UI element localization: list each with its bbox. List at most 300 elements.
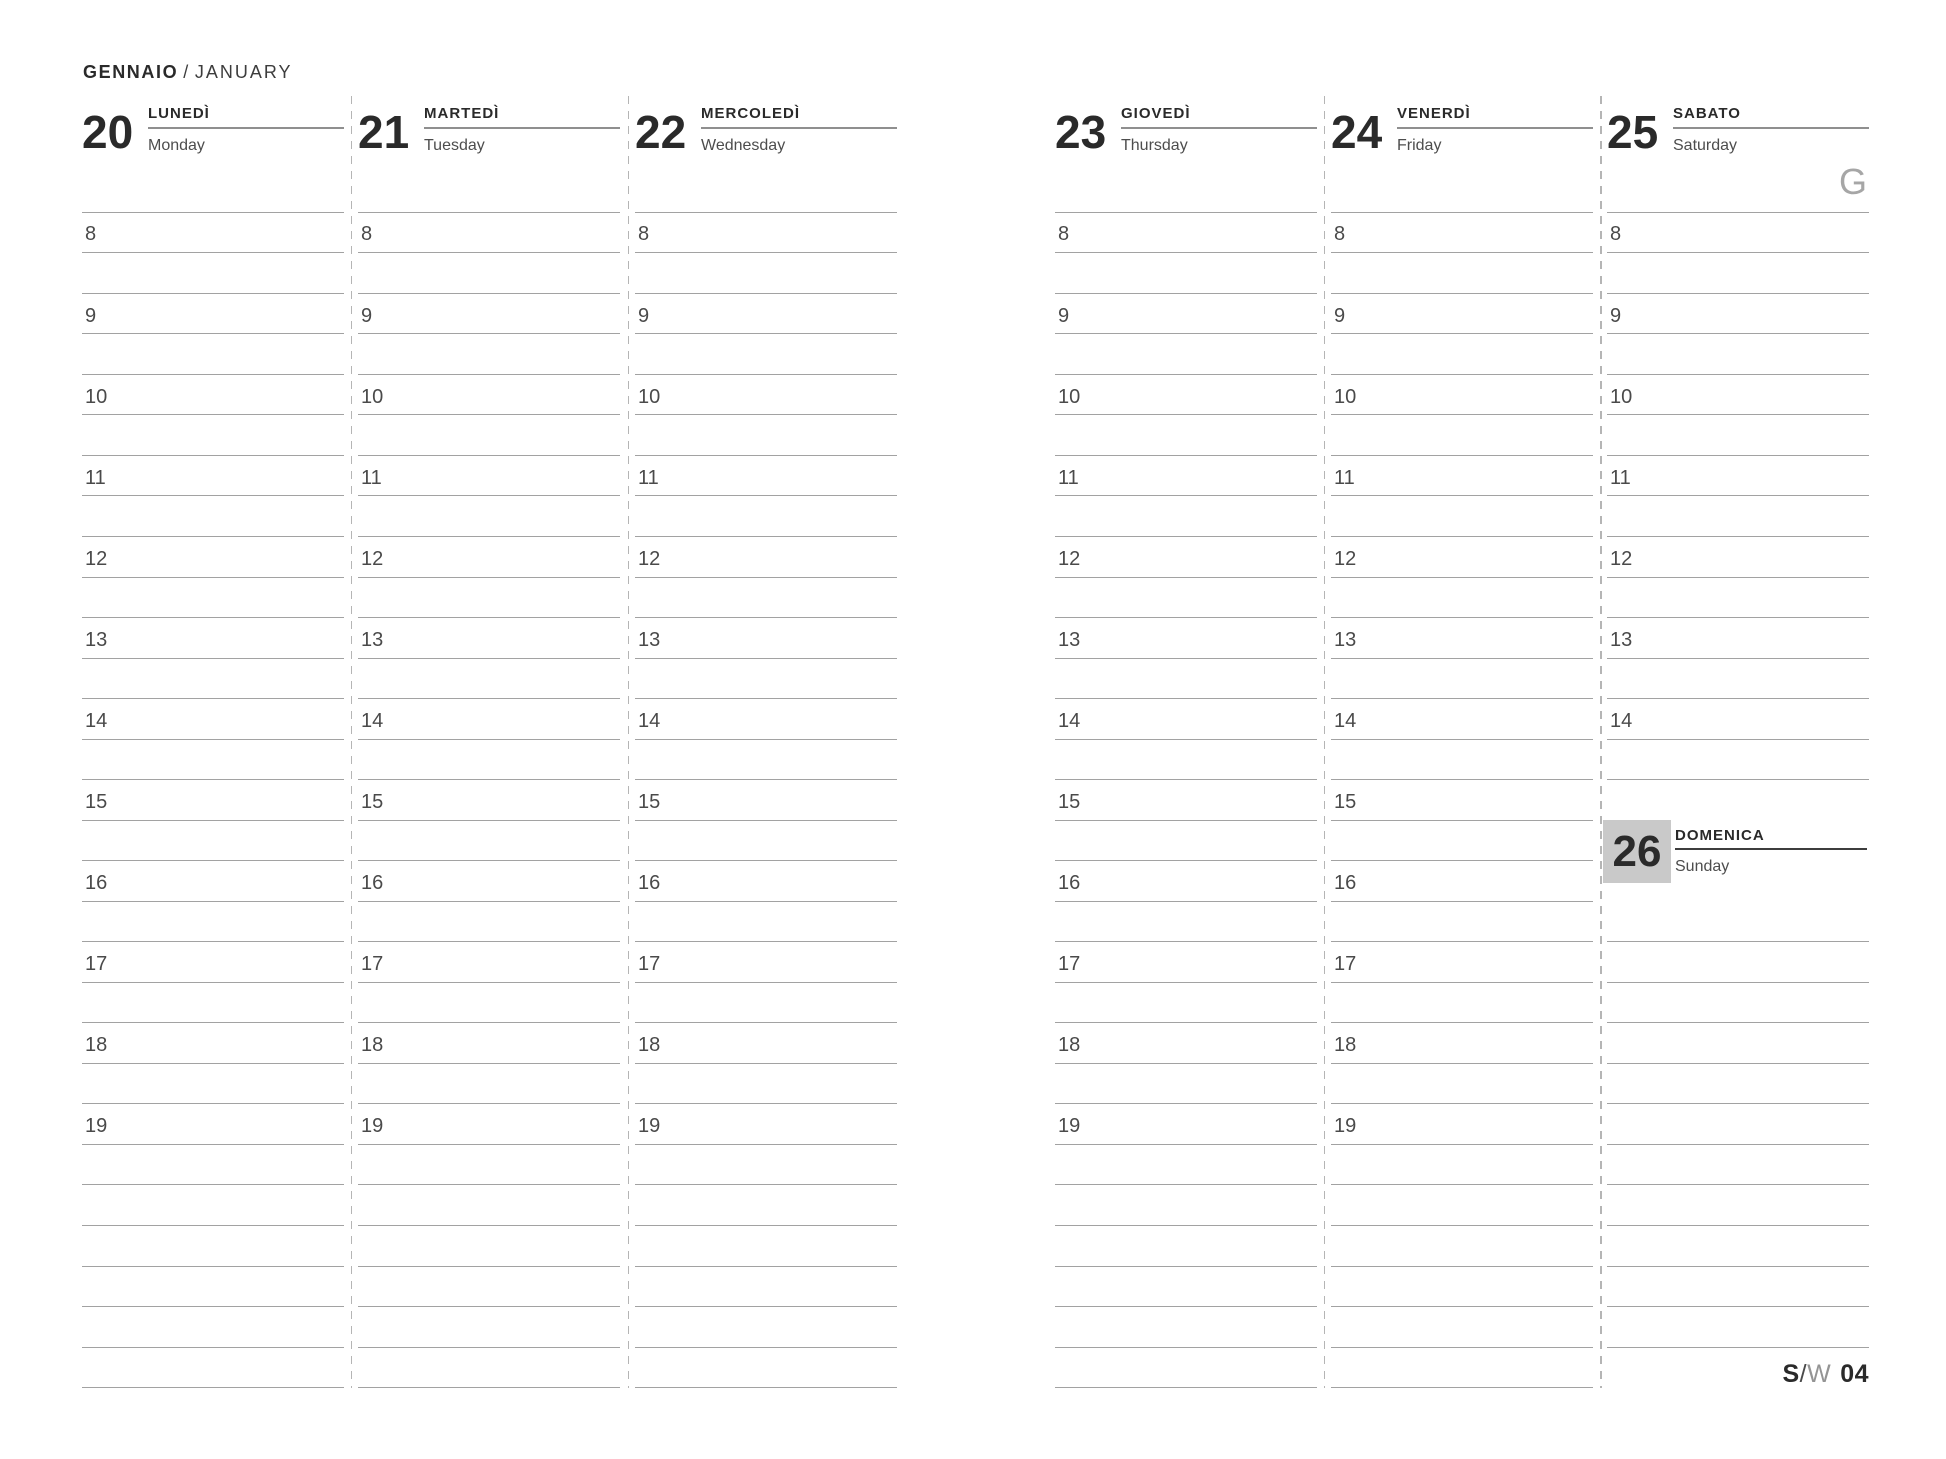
hour-grid-line [82, 252, 344, 253]
hour-label: 17 [638, 952, 661, 975]
hour-label: 8 [1610, 223, 1622, 246]
week-separator: / [1799, 1360, 1808, 1388]
hour-grid-line [82, 1063, 344, 1064]
month-name-english: JANUARY [194, 62, 293, 82]
hour-label: 16 [638, 871, 661, 894]
hour-grid-line [1607, 1225, 1869, 1226]
hour-grid-line [358, 1306, 620, 1307]
hour-grid-line [1331, 941, 1593, 942]
hour-grid-line [1331, 860, 1593, 861]
sunday-header-underline [1675, 848, 1867, 850]
hour-grid-line [358, 1103, 620, 1104]
hour-grid-line [1055, 698, 1317, 699]
hour-grid-line [1331, 1225, 1593, 1226]
day-name-english: Friday [1397, 137, 1442, 154]
hour-grid-line [635, 658, 897, 659]
hour-grid-line [358, 293, 620, 294]
hour-label: 8 [1058, 223, 1070, 246]
hour-label: 8 [85, 223, 97, 246]
hour-grid-line [1331, 617, 1593, 618]
hour-grid-line [1055, 577, 1317, 578]
hour-grid-line [1607, 374, 1869, 375]
day-column-saturday [1607, 0, 1869, 1395]
sunday-name-block [1675, 828, 1867, 875]
hour-grid-line [635, 1103, 897, 1104]
hour-grid-line [1607, 252, 1869, 253]
hour-grid-line [1607, 455, 1869, 456]
hour-grid-line [1607, 414, 1869, 415]
hour-grid-line [635, 1022, 897, 1023]
hour-grid-line [1607, 1103, 1869, 1104]
day-name-local: GIOVEDÌ [1121, 105, 1191, 122]
hour-grid-line [1055, 617, 1317, 618]
hour-grid-line [1055, 901, 1317, 902]
hour-grid-line [358, 1184, 620, 1185]
hour-grid-line [1055, 860, 1317, 861]
hour-grid-line [1331, 1063, 1593, 1064]
hour-label: 10 [1058, 385, 1081, 408]
day-number: 23 [1055, 106, 1107, 158]
hour-grid-line [358, 455, 620, 456]
hour-grid-line [1607, 1144, 1869, 1145]
day-number: 21 [358, 106, 410, 158]
hour-grid-line [1331, 333, 1593, 334]
week-number: 04 [1840, 1360, 1869, 1388]
hour-grid-line [1055, 1387, 1317, 1388]
day-name-block [424, 106, 620, 154]
hour-grid-line [82, 212, 344, 213]
hour-grid-line [82, 577, 344, 578]
hour-grid-line [1055, 495, 1317, 496]
hour-label: 15 [1058, 790, 1081, 813]
hour-label: 14 [85, 709, 108, 732]
day-header-underline [1397, 127, 1593, 129]
hour-grid-line [82, 820, 344, 821]
hour-label: 13 [1334, 628, 1357, 651]
day-number: 20 [82, 106, 134, 158]
hour-label: 16 [1058, 871, 1081, 894]
hour-grid-line [635, 293, 897, 294]
hour-label: 19 [638, 1115, 661, 1138]
day-header [635, 105, 897, 158]
hour-label: 19 [85, 1115, 108, 1138]
hour-grid-line [1607, 1063, 1869, 1064]
hour-grid-line [82, 1387, 344, 1388]
hour-grid-line [82, 1103, 344, 1104]
column-separator [1600, 96, 1602, 1388]
hour-grid-line [82, 860, 344, 861]
hour-grid-line [1607, 617, 1869, 618]
hour-grid-line [82, 536, 344, 537]
hour-label: 14 [1058, 709, 1081, 732]
day-header [82, 105, 344, 158]
hour-grid-line [1055, 455, 1317, 456]
hour-grid-line [1055, 1266, 1317, 1267]
hour-grid-line [1055, 941, 1317, 942]
hour-label: 12 [638, 547, 661, 570]
hour-label: 14 [1610, 709, 1633, 732]
hour-grid-line [635, 1306, 897, 1307]
hour-grid-line [1607, 982, 1869, 983]
hour-grid-line [1607, 293, 1869, 294]
hour-grid-line [1607, 658, 1869, 659]
hour-label: 19 [1334, 1115, 1357, 1138]
hour-grid-line [1331, 1266, 1593, 1267]
column-separator [351, 96, 353, 1388]
hour-label: 10 [638, 385, 661, 408]
hour-label: 9 [1334, 304, 1346, 327]
hour-label: 12 [361, 547, 384, 570]
hour-label: 15 [638, 790, 661, 813]
day-name-block [148, 106, 344, 154]
hour-grid-line [1331, 414, 1593, 415]
hour-label: 10 [85, 385, 108, 408]
hour-grid-line [358, 1347, 620, 1348]
hour-grid-line [1055, 820, 1317, 821]
day-name-block [701, 106, 897, 154]
day-column-monday [82, 0, 344, 1395]
hour-grid-line [358, 1225, 620, 1226]
hour-label: 13 [1058, 628, 1081, 651]
day-name-local: SABATO [1673, 105, 1741, 122]
hour-label: 19 [361, 1115, 384, 1138]
hour-label: 14 [638, 709, 661, 732]
hour-grid-line [1055, 658, 1317, 659]
hour-grid-line [1055, 1347, 1317, 1348]
hour-label: 10 [361, 385, 384, 408]
day-name-english: Saturday [1673, 137, 1738, 154]
hour-grid-line [82, 1022, 344, 1023]
hour-label: 17 [361, 952, 384, 975]
hour-grid-line [358, 333, 620, 334]
hour-grid-line [1331, 455, 1593, 456]
day-header-underline [701, 127, 897, 129]
day-name-local: LUNEDÌ [148, 105, 210, 122]
hour-label: 9 [638, 304, 650, 327]
hour-grid-line [1331, 1144, 1593, 1145]
hour-grid-line [1055, 252, 1317, 253]
hour-grid-line [1331, 901, 1593, 902]
day-header-underline [424, 127, 620, 129]
hour-grid-line [1055, 1306, 1317, 1307]
hour-grid-line [635, 1144, 897, 1145]
hour-grid-line [1055, 739, 1317, 740]
hour-grid-line [358, 374, 620, 375]
day-header [1055, 105, 1317, 158]
hour-label: 10 [1334, 385, 1357, 408]
hour-grid-line [358, 658, 620, 659]
hour-grid-line [82, 1306, 344, 1307]
hour-grid-line [635, 1266, 897, 1267]
hour-label: 11 [1334, 466, 1355, 489]
hour-grid-line [1607, 495, 1869, 496]
hour-label: 16 [85, 871, 108, 894]
hour-grid-line [1331, 739, 1593, 740]
hour-grid-line [635, 982, 897, 983]
sunday-day-number-box [1603, 820, 1671, 883]
hour-label: 14 [361, 709, 384, 732]
hour-grid-line [1331, 1387, 1593, 1388]
hour-grid-line [358, 698, 620, 699]
hour-grid-line [635, 536, 897, 537]
hour-grid-line [1055, 1063, 1317, 1064]
hour-label: 11 [361, 466, 382, 489]
hour-grid-line [82, 658, 344, 659]
hour-grid-line [635, 455, 897, 456]
hour-grid-line [1055, 374, 1317, 375]
hour-grid-line [358, 739, 620, 740]
hour-grid-line [1607, 941, 1869, 942]
hour-grid-line [1607, 779, 1869, 780]
day-column-thursday [1055, 0, 1317, 1395]
hour-label: 9 [85, 304, 97, 327]
day-header [358, 105, 620, 158]
hour-grid-line [1055, 1184, 1317, 1185]
hour-grid-line [1055, 779, 1317, 780]
hour-grid-line [1607, 1347, 1869, 1348]
hour-label: 17 [85, 952, 108, 975]
hour-grid-line [82, 982, 344, 983]
hour-grid-line [635, 860, 897, 861]
hour-label: 15 [85, 790, 108, 813]
hour-grid-line [82, 293, 344, 294]
hour-grid-line [635, 577, 897, 578]
hour-grid-line [1055, 1225, 1317, 1226]
hour-label: 19 [1058, 1115, 1081, 1138]
hour-grid-line [635, 212, 897, 213]
day-number: 25 [1607, 106, 1659, 158]
hour-label: 15 [361, 790, 384, 813]
hour-grid-line [1331, 698, 1593, 699]
hour-grid-line [358, 1387, 620, 1388]
hour-label: 14 [1334, 709, 1357, 732]
hour-grid-line [1055, 293, 1317, 294]
hour-grid-line [1607, 1266, 1869, 1267]
hour-grid-line [82, 1144, 344, 1145]
day-column-friday [1331, 0, 1593, 1395]
hour-grid-line [1607, 536, 1869, 537]
hour-grid-line [635, 414, 897, 415]
hour-grid-line [358, 860, 620, 861]
hour-grid-line [635, 252, 897, 253]
hour-grid-line [358, 1266, 620, 1267]
sunday-name-local: DOMENICA [1675, 827, 1765, 844]
hour-grid-line [82, 1225, 344, 1226]
hour-grid-line [1331, 1184, 1593, 1185]
hour-grid-line [82, 1184, 344, 1185]
hour-grid-line [1331, 293, 1593, 294]
day-name-block [1673, 106, 1869, 154]
hour-grid-line [1331, 779, 1593, 780]
hour-grid-line [358, 212, 620, 213]
day-header [1331, 105, 1593, 158]
hour-label: 12 [1334, 547, 1357, 570]
hour-label: 9 [1058, 304, 1070, 327]
day-header-underline [1121, 127, 1317, 129]
hour-grid-line [82, 901, 344, 902]
hour-grid-line [1331, 1022, 1593, 1023]
hour-grid-line [358, 577, 620, 578]
hour-grid-line [1607, 1022, 1869, 1023]
hour-grid-line [358, 901, 620, 902]
day-name-local: MERCOLEDÌ [701, 105, 800, 122]
day-column-wednesday [635, 0, 897, 1395]
hour-grid-line [82, 374, 344, 375]
hour-label: 8 [1334, 223, 1346, 246]
hour-label: 13 [85, 628, 108, 651]
hour-grid-line [358, 779, 620, 780]
hour-label: 9 [1610, 304, 1622, 327]
hour-grid-line [82, 779, 344, 780]
hour-grid-line [635, 779, 897, 780]
hour-label: 12 [85, 547, 108, 570]
hour-label: 11 [638, 466, 659, 489]
hour-grid-line [1607, 333, 1869, 334]
hour-label: 12 [1058, 547, 1081, 570]
hour-grid-line [1331, 1347, 1593, 1348]
hour-grid-line [1607, 698, 1869, 699]
hour-grid-line [635, 617, 897, 618]
hour-label: 13 [1610, 628, 1633, 651]
hour-grid-line [1055, 1144, 1317, 1145]
hour-grid-line [1055, 1103, 1317, 1104]
hour-grid-line [1607, 1184, 1869, 1185]
hour-grid-line [1331, 495, 1593, 496]
hour-label: 9 [361, 304, 373, 327]
column-separator [628, 96, 630, 1388]
hour-grid-line [635, 1387, 897, 1388]
hour-grid-line [82, 941, 344, 942]
hour-label: 18 [638, 1034, 661, 1057]
hour-grid-line [1055, 982, 1317, 983]
hour-grid-line [82, 455, 344, 456]
hour-label: 13 [361, 628, 384, 651]
hour-grid-line [358, 252, 620, 253]
hour-grid-line [82, 1266, 344, 1267]
hour-grid-line [1607, 1306, 1869, 1307]
column-separator [1324, 96, 1326, 1388]
day-header-underline [1673, 127, 1869, 129]
hour-grid-line [1331, 982, 1593, 983]
day-name-english: Wednesday [701, 137, 786, 154]
day-name-english: Monday [148, 137, 205, 154]
hour-grid-line [358, 820, 620, 821]
day-header-underline [148, 127, 344, 129]
hour-label: 10 [1610, 385, 1633, 408]
hour-grid-line [635, 1347, 897, 1348]
day-number: 22 [635, 106, 687, 158]
day-name-local: MARTEDÌ [424, 105, 500, 122]
hour-grid-line [82, 495, 344, 496]
hour-grid-line [1055, 414, 1317, 415]
hour-grid-line [635, 739, 897, 740]
hour-label: 16 [361, 871, 384, 894]
corner-glyph-g: G [1838, 161, 1867, 202]
day-name-english: Tuesday [424, 137, 485, 154]
hour-grid-line [1055, 212, 1317, 213]
hour-label: 18 [1058, 1034, 1081, 1057]
hour-label: 11 [85, 466, 106, 489]
sunday-day-number: 26 [1612, 826, 1662, 876]
hour-grid-line [1331, 252, 1593, 253]
week-abbr-english: W [1807, 1360, 1832, 1388]
hour-grid-line [635, 901, 897, 902]
day-name-local: VENERDÌ [1397, 105, 1471, 122]
hour-grid-line [635, 1063, 897, 1064]
hour-grid-line [358, 1022, 620, 1023]
hour-grid-line [1331, 1306, 1593, 1307]
day-header [1607, 105, 1869, 158]
day-column-tuesday [358, 0, 620, 1395]
hour-grid-line [635, 941, 897, 942]
hour-grid-line [82, 1347, 344, 1348]
hour-label: 11 [1058, 466, 1079, 489]
hour-grid-line [1331, 577, 1593, 578]
hour-label: 8 [361, 223, 373, 246]
hour-grid-line [1607, 739, 1869, 740]
hour-grid-line [82, 739, 344, 740]
month-separator: / [183, 62, 190, 82]
hour-grid-line [635, 820, 897, 821]
hour-grid-line [635, 374, 897, 375]
hour-grid-line [635, 1225, 897, 1226]
hour-label: 12 [1610, 547, 1633, 570]
hour-grid-line [635, 333, 897, 334]
hour-label: 18 [1334, 1034, 1357, 1057]
hour-grid-line [358, 414, 620, 415]
hour-grid-line [1055, 333, 1317, 334]
hour-grid-line [1331, 536, 1593, 537]
hour-grid-line [1055, 536, 1317, 537]
hour-grid-line [358, 536, 620, 537]
hour-label: 13 [638, 628, 661, 651]
hour-label: 8 [638, 223, 650, 246]
hour-grid-line [1331, 212, 1593, 213]
day-name-english: Thursday [1121, 137, 1188, 154]
hour-grid-line [358, 1144, 620, 1145]
hour-grid-line [82, 333, 344, 334]
month-name-local: GENNAIO [83, 62, 179, 82]
hour-grid-line [1607, 212, 1869, 213]
hour-grid-line [358, 617, 620, 618]
day-number: 24 [1331, 106, 1383, 158]
hour-grid-line [635, 698, 897, 699]
hour-grid-line [358, 941, 620, 942]
hour-label: 18 [85, 1034, 108, 1057]
hour-label: 11 [1610, 466, 1631, 489]
day-name-block [1121, 106, 1317, 154]
sunday-header [1603, 820, 1869, 884]
hour-grid-line [1331, 1103, 1593, 1104]
hour-label: 16 [1334, 871, 1357, 894]
sunday-name-english: Sunday [1675, 858, 1730, 875]
day-name-block [1397, 106, 1593, 154]
hour-grid-line [358, 495, 620, 496]
hour-grid-line [1331, 820, 1593, 821]
week-abbr-local: S [1782, 1360, 1800, 1388]
hour-label: 17 [1334, 952, 1357, 975]
hour-grid-line [358, 982, 620, 983]
hour-grid-line [358, 1063, 620, 1064]
hour-grid-line [1331, 658, 1593, 659]
hour-label: 15 [1334, 790, 1357, 813]
hour-grid-line [635, 495, 897, 496]
hour-label: 18 [361, 1034, 384, 1057]
hour-grid-line [635, 1184, 897, 1185]
hour-grid-line [1055, 1022, 1317, 1023]
hour-grid-line [82, 414, 344, 415]
hour-grid-line [82, 698, 344, 699]
